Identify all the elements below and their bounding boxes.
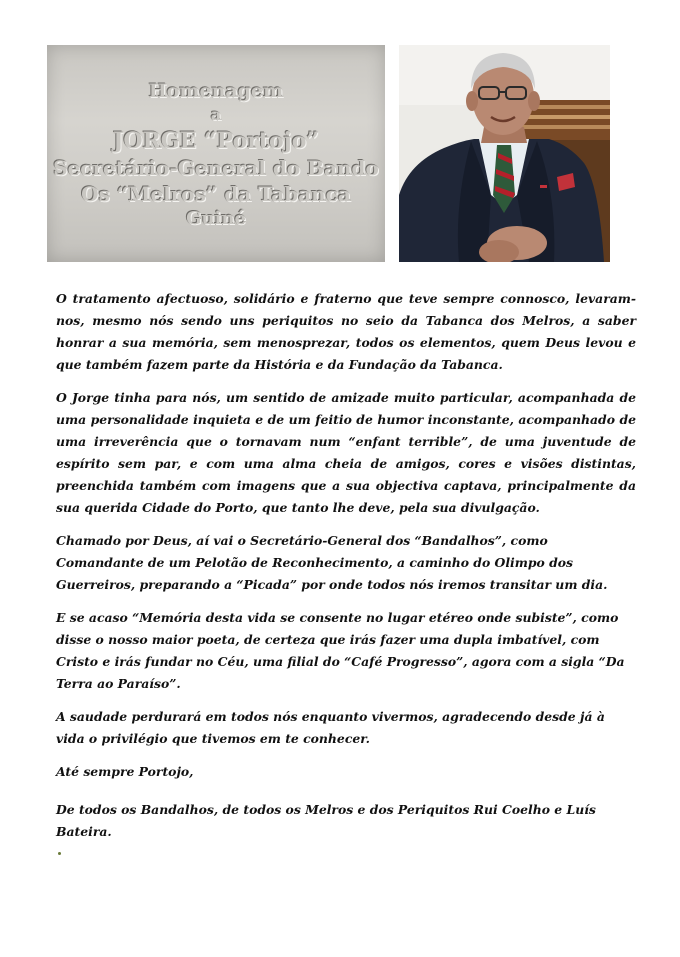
paragraph-saudade: A saudade perdurará em todos nós enquanto vivermos, agradecendo desde já à vida o privilégio que tivemos em te conhecer. bbox=[56, 709, 605, 746]
paragraph-called-by-god: Chamado por Deus, aí vai o Secretário-General dos “Bandalhos”, como Comandante de um Pelotão de Reconhecimento, a caminho do Olimpo dos Guerreiros, preparando a “Picada” por onde todos nós iremos transitar um dia. bbox=[56, 533, 608, 592]
plaque-line-title: Secretário-General do Bando bbox=[53, 155, 379, 180]
portrait-photo-icon bbox=[399, 45, 610, 262]
portrait-photo bbox=[399, 45, 610, 262]
paragraph-treatment: O tratamento afectuoso, solidário e fraterno que teve sempre connosco, levaram-nos, mesmo nós sendo uns periquitos no seio da Tabanca dos Melros, a saber honrar a sua memória, sem menosprezar, todos os elementos, quem Deus levou e que também fazem parte da História e da Fundação da Tabanca. bbox=[56, 291, 636, 372]
paragraph-friendship: O Jorge tinha para nós, um sentido de amizade muito particular, acompanhada de uma personalidade inquieta e de um feitio de humor inconstante, acompanhado de uma irreverência que o tornavam num “enfant terrible”, de uma juventude de espírito sem par, e com uma alma cheia de amigos, cores e visões distintas, preenchida também com imagens que a sua objectiva captava, principalmente da sua querida Cidade do Porto, que tanto lhe deve, pela sua divulgação. bbox=[56, 390, 636, 515]
plaque-line-a: a bbox=[210, 105, 222, 125]
sign-off: Até sempre Portojo, bbox=[56, 764, 194, 779]
plaque-line-place: Guiné bbox=[186, 207, 246, 229]
closing-signature: De todos os Bandalhos, de todos os Melros e dos Periquitos Rui Coelho e Luís Bateira. bbox=[56, 802, 596, 839]
decorative-dot bbox=[58, 852, 61, 855]
plaque-line-homenagem: Homenagem bbox=[148, 80, 284, 103]
plaque-line-group: Os “Melros” da Tabanca bbox=[81, 181, 351, 206]
paragraph-memory: E se acaso “Memória desta vida se consente no lugar etéreo onde subiste”, como disse o nosso maior poeta, de certeza que irás fazer uma dupla imbatível, com Cristo e irás fundar no Céu, uma filial do “Café Progresso”, agora com a sigla “Da Terra ao Paraíso”. bbox=[56, 610, 625, 691]
memorial-text bbox=[56, 288, 636, 843]
memorial-plaque bbox=[47, 45, 385, 262]
plaque-line-name: JORGE “Portojo” bbox=[112, 127, 320, 154]
